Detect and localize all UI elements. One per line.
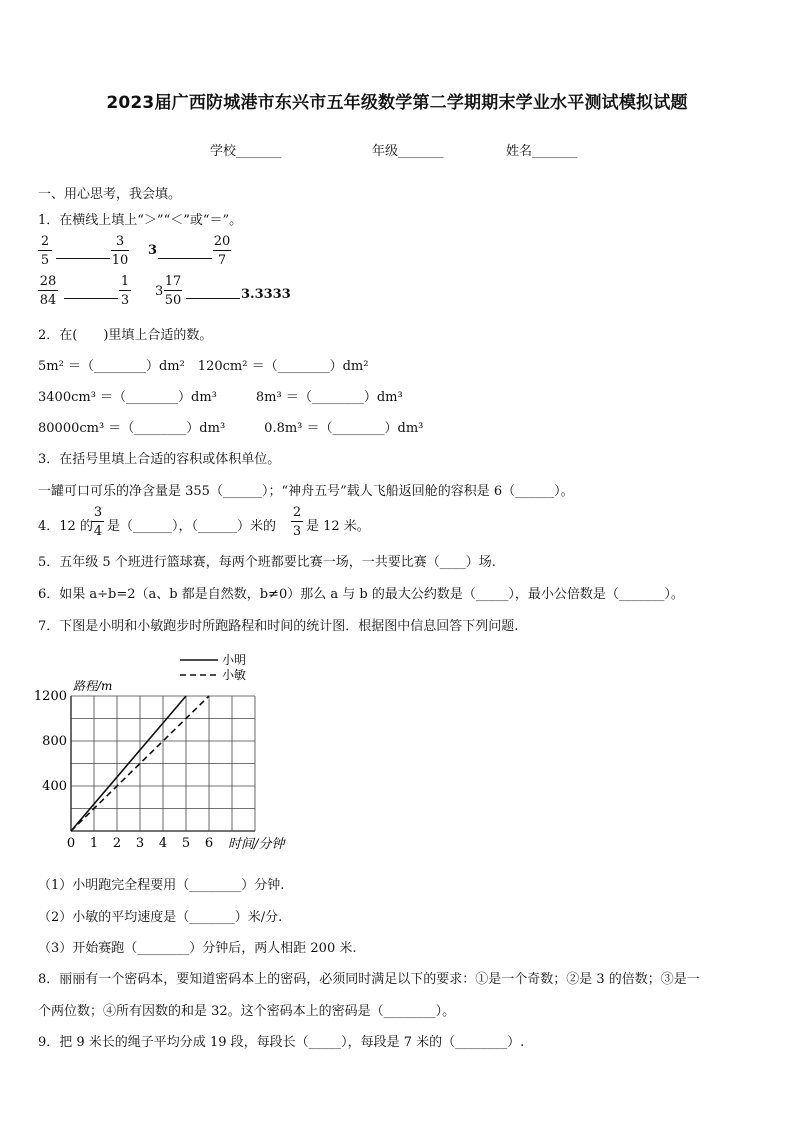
name-field[interactable]: 姓名_______: [506, 144, 578, 159]
q7-sub-1[interactable]: （1）小明跑完全程要用（________）分钟.: [38, 878, 285, 893]
q7-sub-3[interactable]: （3）开始赛跑（________）分钟后，两人相距 200 米.: [38, 941, 357, 956]
q8-line-2[interactable]: 个两位数；④所有因数的和是 32。这个密码本上的密码是（________）。: [38, 1004, 456, 1019]
q4-part-b[interactable]: 是（______），（______）米的: [107, 519, 277, 534]
x-tick-label: 5: [181, 836, 191, 851]
fraction-denominator: 4: [93, 524, 103, 539]
distance-time-chart: [30, 650, 330, 860]
fraction-17-50: [164, 274, 182, 308]
x-tick-label: 6: [204, 836, 214, 851]
q2-row-1[interactable]: 5m² ＝（________）dm² 120cm² ＝（________）dm²: [38, 359, 369, 374]
q3-stem: 3．在括号里填上合适的容积或体积单位。: [38, 452, 281, 467]
x-tick-label: 3: [135, 836, 145, 851]
grade-field[interactable]: 年级_______: [372, 144, 444, 159]
answer-blank[interactable]: [64, 298, 118, 299]
q7-sub-2[interactable]: （2）小敏的平均速度是（_______）米/分.: [38, 910, 283, 925]
y-tick-label: 1200: [33, 689, 67, 704]
mixed-number-whole: 3: [155, 284, 164, 299]
x-tick-label: 4: [158, 836, 168, 851]
q9[interactable]: 9．把 9 米长的绳子平均分成 19 段，每段长（_____），每段是 7 米的（________）.: [38, 1035, 525, 1050]
answer-blank[interactable]: [158, 258, 212, 259]
fraction-3-10: [111, 234, 129, 268]
fraction-2-3: [291, 505, 303, 539]
fraction-numerator: 2: [40, 234, 50, 249]
fraction-denominator: 7: [217, 253, 227, 268]
fraction-numerator: 2: [292, 505, 302, 520]
x-tick-label: 1: [89, 836, 99, 851]
x-tick-label: 0: [66, 836, 76, 851]
fraction-denominator: 5: [40, 253, 50, 268]
q3-line[interactable]: 一罐可口可乐的净含量是 355（______）；“神舟五号”载人飞船返回舱的容积是 6（______）。: [38, 484, 574, 499]
fraction-denominator: 3: [292, 524, 302, 539]
fraction-2-5: [38, 234, 52, 268]
fraction-denominator: 50: [164, 293, 182, 308]
q4-part-a: 4．12 的: [38, 519, 93, 534]
section-heading: 一、用心思考，我会填。: [38, 187, 182, 202]
y-tick-label: 400: [42, 779, 67, 794]
q4-part-c: 是 12 米。: [306, 519, 370, 534]
fraction-20-7: [213, 234, 231, 268]
fraction-denominator: 10: [111, 253, 129, 268]
answer-blank[interactable]: [186, 298, 240, 299]
x-tick-label: 2: [112, 836, 122, 851]
fraction-numerator: 3: [115, 234, 125, 249]
fraction-numerator: 20: [213, 234, 231, 249]
q2-row-3[interactable]: 80000cm³ ＝（________）dm³ 0.8m³ ＝（________）dm³: [38, 421, 424, 436]
q7-stem: 7．下图是小明和小敏跑步时所跑路程和时间的统计图．根据图中信息回答下列问题.: [38, 619, 519, 634]
q1-stem: 1．在横线上填上“＞”“＜”或“＝”。: [38, 213, 243, 228]
legend-label: 小明: [222, 653, 247, 667]
q2-stem: 2．在( )里填上合适的数。: [38, 328, 213, 343]
q2-row-2[interactable]: 3400cm³ ＝（________）dm³ 8m³ ＝（________）dm³: [38, 390, 403, 405]
chart-svg: [30, 650, 330, 860]
fraction-3-4: [92, 505, 104, 539]
fraction-numerator: 3: [93, 505, 103, 520]
fraction-numerator: 17: [164, 274, 182, 289]
q5[interactable]: 5．五年级 5 个班进行篮球赛，每两个班都要比赛一场，一共要比赛（____）场.: [38, 555, 496, 570]
fraction-numerator: 28: [39, 274, 57, 289]
fraction-28-84: [38, 274, 58, 308]
decimal-value: 3.3333: [241, 287, 291, 302]
q8-line-1: 8．丽丽有一个密码本，要知道密码本上的密码，必须同时满足以下的要求：①是一个奇数；②是 3 的倍数；③是一: [38, 972, 700, 987]
school-field[interactable]: 学校_______: [210, 144, 282, 159]
q6[interactable]: 6．如果 a÷b=2（a、b 都是自然数，b≠0）那么 a 与 b 的最大公约数是（_____），最小公倍数是（_______）。: [38, 587, 684, 602]
fraction-numerator: 1: [120, 274, 130, 289]
page-title: 2023届广西防城港市东兴市五年级数学第二学期期末学业水平测试模拟试题: [106, 93, 688, 113]
fraction-1-3: [119, 274, 131, 308]
number-three: 3: [148, 243, 158, 258]
fraction-denominator: 84: [39, 293, 57, 308]
x-axis-label: 时间/分钟: [228, 837, 285, 852]
legend-label: 小敏: [222, 668, 247, 682]
answer-blank[interactable]: [56, 258, 110, 259]
y-axis-label: 路程/m: [73, 679, 113, 693]
fraction-denominator: 3: [120, 293, 130, 308]
y-tick-label: 800: [42, 734, 67, 749]
